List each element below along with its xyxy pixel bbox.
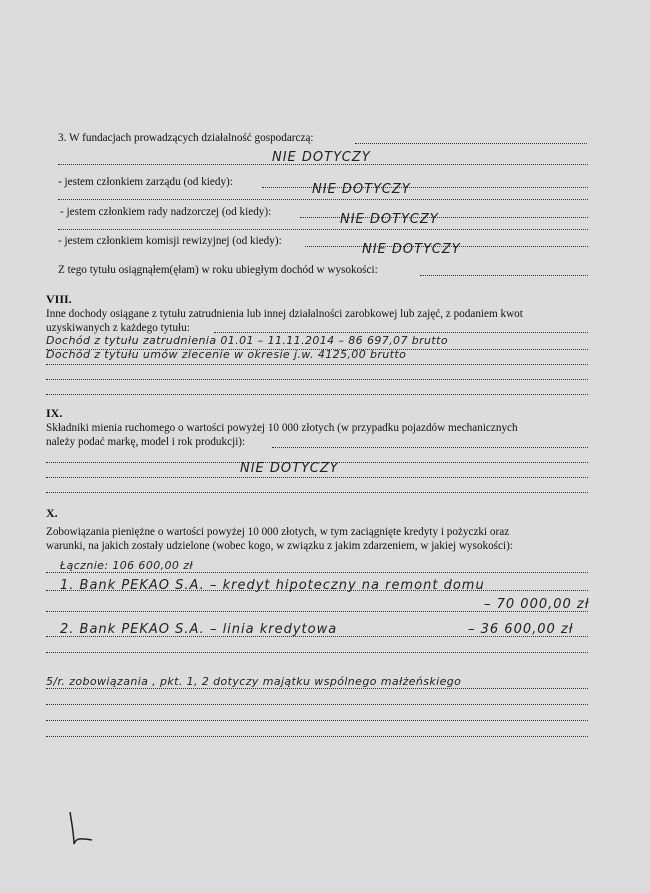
section-ix-text: Składniki mienia ruchomego o wartości powyżej 10 000 złotych (w przypadku pojazdów mechanicznych należy podać markę, model i rok produkcji): <box>46 422 518 448</box>
komisja-label: - jestem członkiem komisji rewizyjnej (od kiedy): <box>58 235 282 247</box>
dotted-line <box>46 688 588 689</box>
dotted-line <box>46 394 588 395</box>
dotted-line <box>214 332 588 333</box>
dotted-line <box>46 477 588 478</box>
rada-answer: NIE DOTYCZY <box>340 212 439 227</box>
dotted-line <box>46 379 588 380</box>
dotted-line <box>46 652 588 653</box>
signature-mark-icon <box>62 808 102 848</box>
dotted-line <box>355 143 587 144</box>
section-viii-text: Inne dochody osiągane z tytułu zatrudnienia lub innej działalności zarobkowej lub zajęć, z podaniem kwot uzyskiwanych z każdego tytułu: <box>46 308 523 334</box>
dotted-line <box>46 720 588 721</box>
zarzad-answer: NIE DOTYCZY <box>312 182 411 197</box>
section-x-text: Zobowiązania pieniężne o wartości powyżej 10 000 złotych, w tym zaciągnięte kredyty i pożyczki oraz warunki, na jakich zostały udzielone (wobec kogo, w związku z jakim zdarzeniem, w jakiej wysokości): <box>46 526 513 552</box>
dotted-line <box>46 492 588 493</box>
ix-answer: NIE DOTYCZY <box>240 461 339 476</box>
rada-label: - jestem członkiem rady nadzorczej (od kiedy): <box>60 206 272 218</box>
x-entry-1-amount: – 70 000,00 zł <box>484 597 590 612</box>
q3-answer: NIE DOTYCZY <box>272 150 371 165</box>
dotted-line <box>46 364 588 365</box>
x-total: Łącznie: 106 600,00 zł <box>60 559 193 572</box>
dotted-line <box>58 229 588 230</box>
dochod-label: Z tego tytułu osiągnąłem(ęłam) w roku ubiegłym dochód w wysokości: <box>58 264 378 276</box>
section-viii-number: VIII. <box>46 292 72 306</box>
section-x-number: X. <box>46 506 58 520</box>
dotted-line <box>46 611 588 612</box>
dotted-line <box>46 736 588 737</box>
dotted-line <box>420 275 588 276</box>
komisja-answer: NIE DOTYCZY <box>362 242 461 257</box>
x-entry-2-amount: – 36 600,00 zł <box>468 622 574 637</box>
x-entry-1: 1. Bank PEKAO S.A. – kredyt hipoteczny na remont domu <box>60 578 485 593</box>
viii-entry-1: Dochód z tytułu zatrudnienia 01.01 – 11.11.2014 – 86 697,07 brutto <box>46 334 448 347</box>
dotted-line <box>262 187 588 188</box>
viii-entry-2: Dochód z tytułu umów zlecenie w okresie j.w. 4125,00 brutto <box>46 348 407 361</box>
dotted-line <box>46 572 588 573</box>
dotted-line <box>58 199 588 200</box>
q3-label: 3. W fundacjach prowadzących działalność gospodarczą: <box>58 132 314 144</box>
signature <box>62 808 102 853</box>
zarzad-label: - jestem członkiem zarządu (od kiedy): <box>58 176 233 188</box>
dotted-line <box>272 447 588 448</box>
x-entry-2: 2. Bank PEKAO S.A. – linia kredytowa <box>60 622 338 637</box>
x-entry-3: 5/r. zobowiązania , pkt. 1, 2 dotyczy majątku wspólnego małżeńskiego <box>46 675 462 688</box>
dotted-line <box>46 636 588 637</box>
dotted-line <box>46 704 588 705</box>
section-ix-number: IX. <box>46 406 63 420</box>
